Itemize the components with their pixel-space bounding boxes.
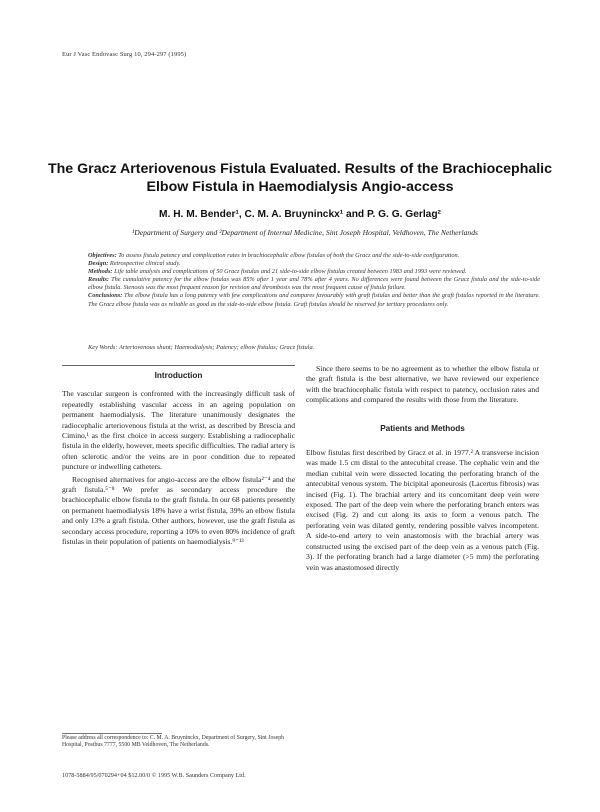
- journal-reference: Eur J Vasc Endovasc Surg 10, 294-297 (1995): [62, 51, 187, 58]
- abstract-objectives: [88, 252, 540, 260]
- footnote-rule: [62, 733, 162, 734]
- body-paragraph: Recognised alternatives for angio-access are the elbow fistula²⁻⁴ and the graft fistula.⁵⁻⁸ We prefer as secondary access procedure the brachiocephalic elbow fistula to the graft fistula. In our 68 patients presently on permanent haemodialysis 18% have a wrist fistula, 39% an elbow fistula and only 13% a graft fistula. Other authors, however, use the graft fistula as secondary access procedure, reporting a 10% to even 80% incidence of graft fistulas in their population of patients on haemodialysis.⁹⁻¹³: [62, 474, 295, 547]
- abstract-label: Methods:: [88, 268, 113, 276]
- abstract-text: The elbow fistula has a long patency with few complications and compares favourably with graft fistulas and better than the graft fistulas reported in the literature. The Gracz elbow fistula was as reliable as good as the side-to-side elbow fistula. Graft fistulas should be reserved for tertiary procedures only.: [88, 292, 540, 308]
- body-paragraph: The vascular surgeon is confronted with the increasingly difficult task of repeatedly establishing vascular access in an ageing population on permanent haemodialysis. The literature unanimously designates the radiocephalic arteriovenous fistula at the wrist, as described by Brescia and Cimino,¹ as the first choice in access surgery. Establishing a radiocephalic fistula in the elderly, however, meets specific difficulties. The radial artery is often sclerotic and/or the veins are in poor condition due to repeated puncture or indwelling catheters.: [62, 389, 295, 472]
- affiliation: ¹Department of Surgery and ²Department of Internal Medicine, Sint Joseph Hospital, Veldhoven, The Netherlands: [132, 228, 478, 237]
- left-column: [62, 365, 295, 548]
- section-heading-introduction: Introduction: [154, 371, 203, 380]
- abstract-conclusions: [88, 292, 540, 308]
- section-heading-patients-methods: Patients and Methods: [380, 423, 465, 433]
- author-list: M. H. M. Bender¹, C. M. A. Bruyninckx¹ and P. G. G. Gerlag²: [159, 209, 441, 220]
- abstract-results: [88, 276, 540, 292]
- correspondence-footnote: Please address all correspondence to: C. M. A. Bruyninckx, Department of Surgery, Sint Joseph Hospital, Postbus 7777, 5500 MB Veldhoven, The Netherlands.: [62, 735, 285, 749]
- abstract-text: Retrospective clinical study.: [109, 260, 181, 268]
- abstract-text: The cumulative patency for the elbow fistulas was 85% after 1 year and 78% after 4 years. No differences were found between the Gracz fistula and the side-to-side elbow fistula. Stenosis was the most frequent reason for revision and thrombosis was the most frequent cause of fistula failure.: [88, 276, 540, 292]
- abstract-text: To assess fistula patency and complication rates in brachiocephalic elbow fistulas of both the Gracz and the side-to-side configuration.: [118, 252, 460, 259]
- abstract-label: Objectives:: [88, 252, 117, 259]
- right-column: [306, 365, 539, 573]
- abstract-methods: [88, 268, 540, 276]
- body-paragraph: Elbow fistulas first described by Gracz et al. in 1977.² A transverse incision was made 1.5 cm distal to the antecubital crease. The cephalic vein and the median cubital vein were dissected locating the perforating branch of the antecubital venous system. The bicipital aponeurosis (Lacertus fibrosis) was incised (Fig. 1). The brachial artery and its concomitant deep vein were exposed. The part of the deep vein where the perforating branch enters was excised (Fig. 2) and cut along its axis to form a venous patch. The perforating vein was dilated gently, rendering possible valves incompetent. A side-to-end artery to vein anastomosis with the brachial artery was constructed using the excised part of the deep vein as a venous patch (Fig. 3). If the perforating branch had a large diameter (>5 mm) the perforating vein was anastomosed directly: [306, 448, 539, 572]
- copyright-footer: 1078-5884/95/070294+04 $12.00/0 © 1995 W.B. Saunders Company Ltd.: [62, 772, 246, 779]
- abstract-label: Results:: [88, 276, 109, 284]
- abstract-design: [88, 260, 540, 268]
- abstract-label: Conclusions:: [88, 292, 123, 300]
- article-title: The Gracz Arteriovenous Fistula Evaluated. Results of the Brachiocephalic Elbow Fistula in Haemodialysis Angio-access: [47, 161, 553, 195]
- abstract-label: Design:: [88, 260, 109, 268]
- body-paragraph: Since there seems to be no agreement as to whether the elbow fistula or the graft fistula is the best alternative, we have reviewed our experience with the brachiocephalic fistula with respect to patency, occlusion rates and complications and compared the results with those from the literature.: [306, 364, 539, 405]
- keywords: Key Words: Arteriovenous shunt; Haemodialysis; Patency; elbow fistulas; Gracz fistula.: [88, 344, 315, 351]
- abstract-text: Life table analysis and complications of 50 Gracz fistulas and 21 side-to-side elbow fistulas created between 1983 and 1993 were reviewed.: [114, 268, 467, 276]
- abstract: [88, 252, 540, 309]
